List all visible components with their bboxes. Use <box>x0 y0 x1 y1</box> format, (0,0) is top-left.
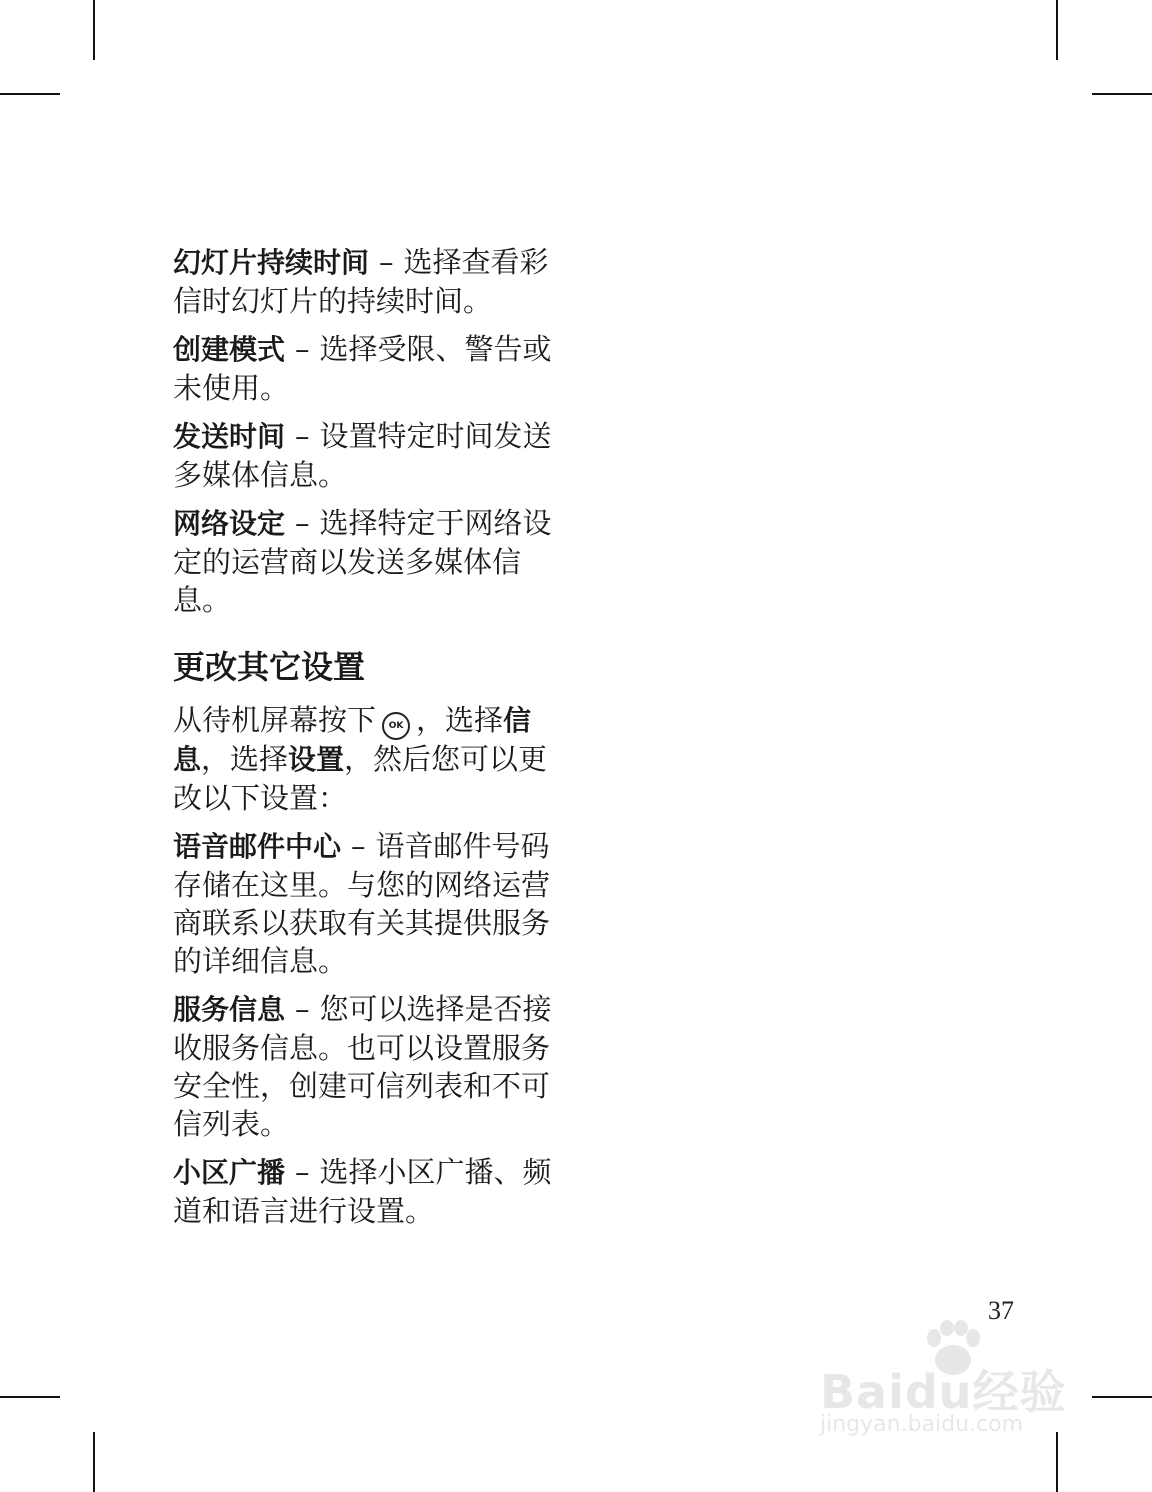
crop-mark <box>1056 0 1058 60</box>
dash: – <box>295 992 310 1026</box>
intro-text: ，然后您可以更改以下设置： <box>173 742 548 815</box>
setting-description: 您可以选择是否接收服务信息。也可以设置服务安全性，创建可信列表和不可信列表。 <box>173 992 552 1141</box>
setting-description: 选择小区广播、频道和语言进行设置。 <box>173 1155 552 1228</box>
setting-term: 服务信息 <box>173 993 286 1026</box>
setting-term: 创建模式 <box>173 333 286 366</box>
setting-term: 网络设定 <box>173 507 286 540</box>
setting-term: 发送时间 <box>173 420 286 453</box>
dash: – <box>351 829 366 863</box>
crop-mark <box>0 1396 60 1398</box>
setting-item <box>173 243 553 320</box>
ok-key-icon: OK <box>382 712 410 740</box>
setting-item <box>173 504 553 619</box>
setting-term: 小区广播 <box>173 1156 286 1189</box>
baidu-watermark <box>812 1320 1082 1445</box>
setting-item <box>173 990 553 1143</box>
crop-mark <box>93 1432 95 1492</box>
crop-mark <box>1092 93 1152 95</box>
dash: – <box>295 332 310 366</box>
setting-description: 选择受限、警告或未使用。 <box>173 332 552 405</box>
crop-mark <box>93 0 95 60</box>
intro-text: 从待机屏幕按下 <box>173 703 377 737</box>
setting-term: 语音邮件中心 <box>173 830 342 863</box>
dash: – <box>295 1155 310 1189</box>
setting-description: 语音邮件号码存储在这里。与您的网络运营商联系以获取有关其提供服务的详细信息。 <box>173 829 551 978</box>
crop-mark <box>0 93 60 95</box>
setting-description: 选择特定于网络设定的运营商以发送多媒体信息。 <box>173 506 552 617</box>
menu-name: 信息 <box>173 704 532 776</box>
setting-item <box>173 330 553 407</box>
setting-term: 幻灯片持续时间 <box>173 246 370 279</box>
setting-description: 设置特定时间发送多媒体信息。 <box>173 419 552 492</box>
intro-paragraph <box>173 701 553 817</box>
setting-item <box>173 417 553 494</box>
intro-text: ，选择 <box>201 742 289 776</box>
setting-item <box>173 1153 553 1230</box>
watermark-url: jingyan.baidu.com <box>820 1412 1024 1437</box>
crop-mark <box>1092 1396 1152 1398</box>
dash: – <box>295 506 310 540</box>
page-content <box>173 243 553 1240</box>
page-number: 37 <box>988 1296 1014 1325</box>
watermark-brand: Baidu经验 <box>820 1365 1067 1419</box>
setting-description: 选择查看彩信时幻灯片的持续时间。 <box>173 245 549 318</box>
dash: – <box>295 419 310 453</box>
section-heading: 更改其它设置 <box>173 648 366 686</box>
intro-text: ，选择 <box>416 703 504 737</box>
menu-name: 设置 <box>288 743 345 776</box>
setting-item <box>173 827 553 980</box>
dash: – <box>379 245 394 279</box>
